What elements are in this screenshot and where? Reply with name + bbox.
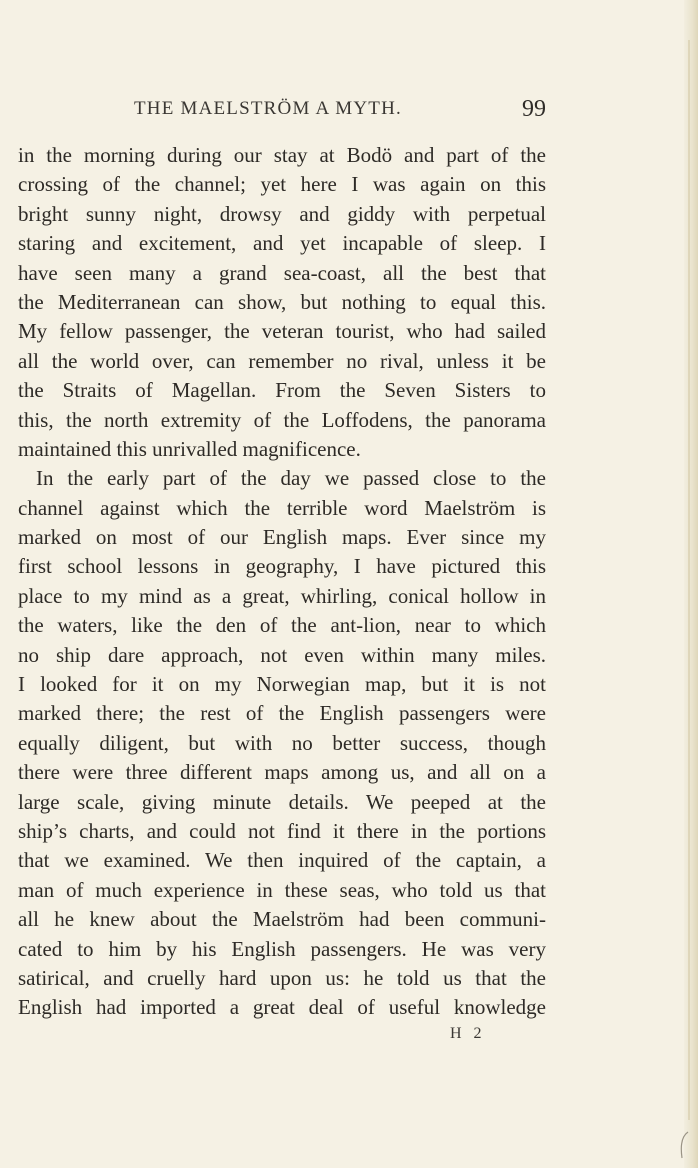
- text-line: ship’s charts, and could not find it there in the portions: [18, 818, 546, 843]
- signature-mark: H 2: [450, 1025, 486, 1042]
- text-line: this, the north extremity of the Loffodens, the panorama: [18, 407, 546, 432]
- text-line: I looked for it on my Norwegian map, but it is not: [18, 672, 546, 697]
- page-number: 99: [522, 96, 546, 122]
- running-head: [18, 98, 546, 128]
- text-line: cated to him by his English passengers. He was very: [18, 936, 546, 961]
- text-line: bright sunny night, drowsy and giddy with perpetual: [18, 201, 546, 226]
- text-line: man of much experience in these seas, who told us that: [18, 877, 546, 902]
- text-line: equally diligent, but with no better success, though: [18, 730, 546, 755]
- text-line: marked on most of our English maps. Ever since my: [18, 525, 546, 550]
- text-line: first school lessons in geography, I have pictured this: [18, 554, 546, 579]
- text-line: the waters, like the den of the ant-lion, near to which: [18, 613, 546, 638]
- running-title: THE MAELSTRÖM A MYTH.: [134, 98, 402, 119]
- text-line: large scale, giving minute details. We peeped at the: [18, 789, 546, 814]
- page-edge: [684, 0, 698, 1168]
- text-line: English had imported a great deal of useful knowledge: [18, 995, 546, 1020]
- text-line: My fellow passenger, the veteran tourist, who had sailed: [18, 319, 546, 344]
- body-text: [18, 141, 546, 1023]
- text-line: satirical, and cruelly hard upon us: he told us that the: [18, 965, 546, 990]
- text-line: there were three different maps among us, and all on a: [18, 760, 546, 785]
- text-line: that we examined. We then inquired of the captain, a: [18, 848, 546, 873]
- text-line: crossing of the channel; yet here I was again on this: [18, 172, 546, 197]
- text-line: all he knew about the Maelström had been communi-: [18, 907, 546, 932]
- pencil-mark-icon: [676, 1130, 692, 1160]
- text-line: maintained this unrivalled magnificence.: [18, 436, 361, 461]
- text-line: have seen many a grand sea-coast, all the best that: [18, 260, 546, 285]
- text-line: staring and excitement, and yet incapable of sleep. I: [18, 231, 546, 256]
- text-line: place to my mind as a great, whirling, conical hollow in: [18, 583, 546, 608]
- text-line: all the world over, can remember no rival, unless it be: [18, 348, 546, 373]
- text-line: in the morning during our stay at Bodö and part of the: [18, 143, 546, 167]
- text-line: the Mediterranean can show, but nothing to equal this.: [18, 289, 546, 314]
- text-line: the Straits of Magellan. From the Seven Sisters to: [18, 378, 546, 403]
- text-line: marked there; the rest of the English passengers were: [18, 701, 546, 726]
- text-line: channel against which the terrible word Maelström is: [18, 495, 546, 520]
- text-line: In the early part of the day we passed close to the: [36, 466, 546, 491]
- text-line: no ship dare approach, not even within many miles.: [18, 642, 546, 667]
